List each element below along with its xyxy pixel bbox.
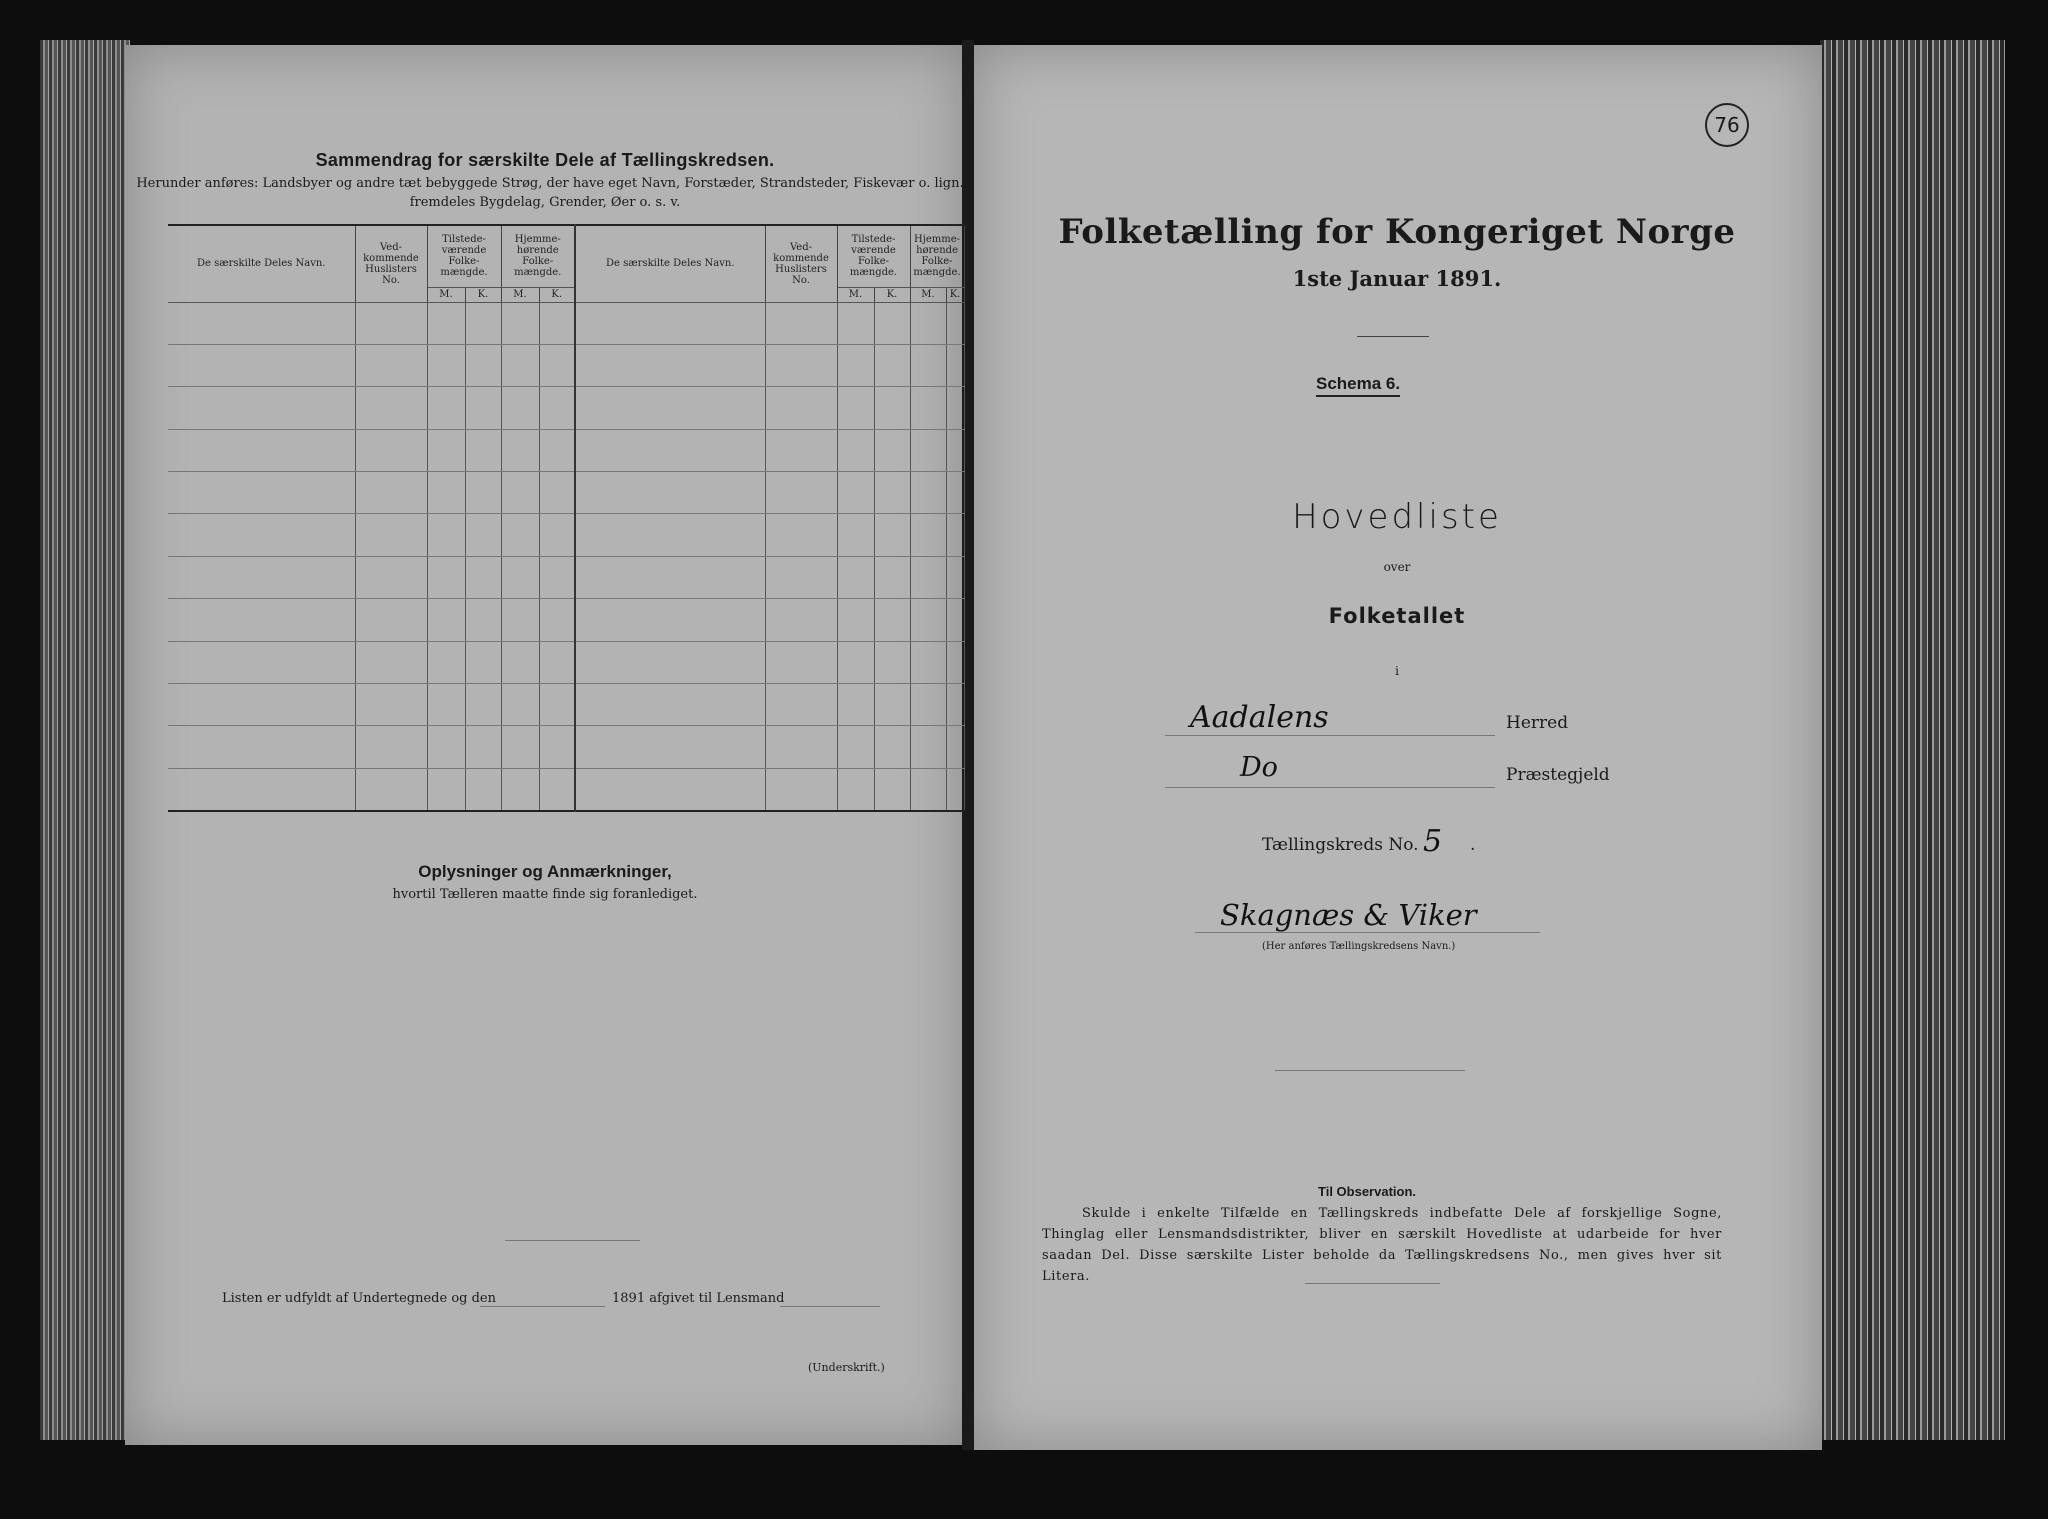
- summary-table: [168, 224, 965, 812]
- footer-date-line: [480, 1306, 605, 1307]
- schema-label: Schema 6.: [1316, 374, 1400, 397]
- folketallet-heading: Folketallet: [1328, 604, 1466, 628]
- kreds-name-line: [1195, 932, 1540, 933]
- table-row: [168, 683, 964, 725]
- table-row: [168, 556, 964, 598]
- col-header-hjemme: Hjemme-hørende Folke-mængde.: [501, 225, 575, 287]
- kreds-number-value: 5: [1423, 824, 1443, 859]
- col-header-k: K.: [946, 287, 964, 302]
- col-header-huslister-2: Ved-kommende Huslisters No.: [765, 225, 837, 302]
- kreds-label: Tællingskreds No.: [1262, 835, 1419, 855]
- col-header-m: M.: [501, 287, 539, 302]
- over-text: over: [1383, 560, 1411, 574]
- herred-line: [1165, 735, 1495, 736]
- page-number-stamp: 76: [1705, 103, 1749, 147]
- footer-text-2: 1891 afgivet til Lensmand: [612, 1291, 785, 1306]
- kreds-name-hint: (Her anføres Tællingskredsens Navn.): [1262, 941, 1456, 952]
- remarks-divider: [505, 1240, 640, 1241]
- remarks-title: Oplysninger og Anmærkninger,: [418, 862, 672, 881]
- census-title: Folketælling for Kongeriget Norge: [1058, 212, 1736, 252]
- col-header-k: K.: [465, 287, 501, 302]
- col-header-name-2: De særskilte Deles Navn.: [575, 225, 765, 302]
- table-row: [168, 472, 964, 514]
- table-row: [168, 768, 964, 811]
- table-row: [168, 514, 964, 556]
- book-edge-right: [1820, 40, 2005, 1440]
- remarks-subtitle: hvortil Tælleren maatte finde sig foranlediget.: [392, 887, 698, 902]
- table-row: [168, 726, 964, 768]
- i-text: i: [1395, 664, 1399, 678]
- section-divider: [1275, 1070, 1465, 1071]
- prestegjeld-value: Do: [1240, 752, 1278, 783]
- table-row: [168, 302, 964, 344]
- col-header-hjemme-2: Hjemme-hørende Folke-mængde.: [910, 225, 964, 287]
- table-row: [168, 429, 964, 471]
- table-row: [168, 641, 964, 683]
- census-date: 1ste Januar 1891.: [1292, 266, 1502, 291]
- signature-label: (Underskrift.): [808, 1361, 885, 1374]
- observation-text: Skulde i enkelte Tilfælde en Tællingskreds indbefatte Dele af forskjellige Sogne, Thinglag eller Lensmandsdistrikter, bliver en særskilt Hovedliste at udarbeide for hver saadan Del. Disse særskilte Lister beholde da Tællingskredsens No., men gives hver sit Litera.: [1042, 1206, 1722, 1284]
- prestegjeld-label: Præstegjeld: [1506, 765, 1610, 785]
- col-header-tilstede: Tilstede-værende Folke-mængde.: [427, 225, 501, 287]
- prestegjeld-line: [1165, 787, 1495, 788]
- col-header-name: De særskilte Deles Navn.: [168, 225, 355, 302]
- col-header-tilstede-2: Tilstede-værende Folke-mængde.: [837, 225, 910, 287]
- col-header-m: M.: [427, 287, 465, 302]
- herred-value: Aadalens: [1190, 700, 1329, 735]
- herred-label: Herred: [1506, 713, 1569, 733]
- table-row: [168, 387, 964, 429]
- col-header-m: M.: [837, 287, 874, 302]
- footer-text: Listen er udfyldt af Undertegnede og den: [222, 1291, 496, 1306]
- observation-title: Til Observation.: [1318, 1184, 1417, 1199]
- summary-title: Sammendrag for særskilte Dele af Tællingskredsen.: [315, 150, 775, 170]
- footer-lensmand-line: [780, 1306, 880, 1307]
- book-edge-left: [40, 40, 130, 1440]
- bottom-divider: [1305, 1283, 1440, 1284]
- summary-subtitle-line2: fremdeles Bygdelag, Grender, Øer o. s. v.: [409, 195, 681, 210]
- kreds-name-value: Skagnæs & Viker: [1220, 898, 1477, 932]
- table-row: [168, 599, 964, 641]
- hovedliste-heading: Hovedliste: [1292, 497, 1502, 537]
- summary-subtitle-line1: Herunder anføres: Landsbyer og andre tæt bebyggede Strøg, der have eget Navn, Forstæder, Strandsteder, Fiskevær o. lign.: [136, 176, 964, 191]
- col-header-m: M.: [910, 287, 946, 302]
- table-row: [168, 345, 964, 387]
- col-header-k: K.: [539, 287, 575, 302]
- col-header-k: K.: [874, 287, 910, 302]
- title-divider: [1357, 336, 1429, 337]
- col-header-huslister: Ved-kommende Huslisters No.: [355, 225, 427, 302]
- table-header-row: [168, 225, 964, 287]
